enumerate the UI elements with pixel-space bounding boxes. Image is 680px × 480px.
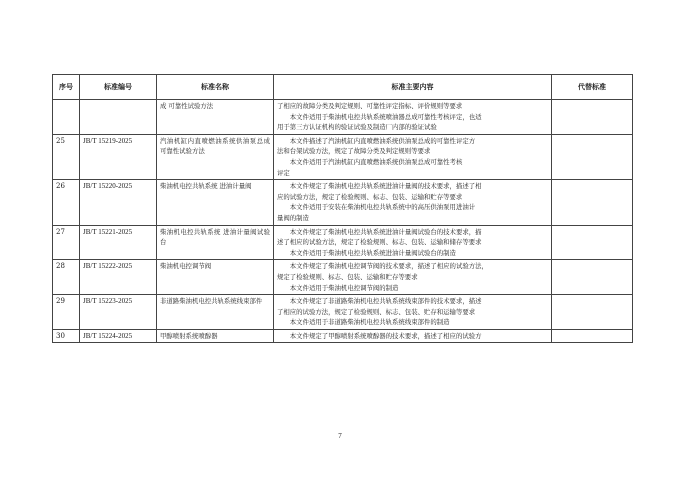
table-row <box>53 100 633 135</box>
replaced-standard <box>552 295 633 330</box>
content-line: 本文件适用于柴油机电控共轨系统喷油器总成可靠性考核评定，也适 <box>289 112 482 121</box>
standard-name: 柴油机电控共轨系统 进油计量阀试验台 <box>157 225 274 260</box>
content-line: 本文件规定了柴油机电控调节阀的技术要求，描述了相应的试验方法， <box>289 262 488 271</box>
standard-code: JB/T 15222-2025 <box>80 260 157 295</box>
standard-name: 柴油机电控调节阀 <box>157 260 274 295</box>
content-line: 本文件适用于汽油机缸内直喷燃油系统供油泵总成可靠性考核 <box>289 157 463 166</box>
content-line: 本文件规定了柴油机电控共轨系统进油计量阀的技术要求，描述了相 <box>289 182 482 191</box>
standard-code: JB/T 15224-2025 <box>80 329 157 343</box>
header-no: 序号 <box>53 75 80 100</box>
row-number: 25 <box>53 134 80 179</box>
table-row <box>53 295 633 330</box>
table-row <box>53 329 633 343</box>
standard-name: 成 可靠性试验方法 <box>157 100 274 135</box>
content-line: 本文件适用于柴油机电控共轨系统进油计量阀试验台的制造 <box>289 248 456 257</box>
header-code: 标准编号 <box>80 75 157 100</box>
content-line: 应的试验方法，规定了检验规则、标志、包装、运输和贮存等要求 <box>277 192 463 201</box>
content-line: 评定 <box>277 168 290 177</box>
standard-name: 柴油机电控共轨系统 进油计量阀 <box>157 180 274 225</box>
standard-code: JB/T 15223-2025 <box>80 295 157 330</box>
standard-content <box>274 225 552 260</box>
standard-name: 非道路柴油机电控共轨系统线束部件 <box>157 295 274 330</box>
content-line: 述了相应的试验方法，规定了检验规则、标志、包装、运输和储存等要求 <box>277 238 482 247</box>
replaced-standard <box>552 260 633 295</box>
table-row <box>53 260 633 295</box>
header-replace: 代替标准 <box>552 75 633 100</box>
standard-content <box>274 329 552 343</box>
row-number: 30 <box>53 329 80 343</box>
standard-code: JB/T 15220-2025 <box>80 180 157 225</box>
row-number <box>53 100 80 135</box>
row-number: 26 <box>53 180 80 225</box>
replaced-standard <box>552 100 633 135</box>
standards-table <box>52 74 633 343</box>
standard-content <box>274 100 552 135</box>
table-row <box>53 180 633 225</box>
replaced-standard <box>552 329 633 343</box>
content-line: 法和台架试验方法，规定了故障分类及判定规则等要求 <box>277 147 431 156</box>
row-number: 29 <box>53 295 80 330</box>
page-number: 7 <box>338 432 342 440</box>
table-row <box>53 134 633 179</box>
standard-code <box>80 100 157 135</box>
content-line: 本文件适用于非道路柴油机电控共轨系统线束部件的制造 <box>289 318 450 327</box>
content-line: 用于第三方认证机构的验证试验及制造厂内部的验证试验 <box>277 123 437 132</box>
replaced-standard <box>552 180 633 225</box>
replaced-standard <box>552 225 633 260</box>
replaced-standard <box>552 134 633 179</box>
content-line: 规定了检验规则、标志、包装、运输和贮存等要求 <box>277 272 418 281</box>
row-number: 28 <box>53 260 80 295</box>
standard-code: JB/T 15221-2025 <box>80 225 157 260</box>
content-line: 本文件描述了汽油机缸内直喷燃油系统供油泵总成的可靠性评定方 <box>289 136 476 145</box>
header-content: 标准主要内容 <box>274 75 552 100</box>
standard-content <box>274 295 552 330</box>
standard-content <box>274 134 552 179</box>
header-name: 标准名称 <box>157 75 274 100</box>
standard-content <box>274 180 552 225</box>
standard-name: 甲醇喷射系统喷醇器 <box>157 329 274 343</box>
standard-content <box>274 260 552 295</box>
content-line: 本文件适用于柴油机电控调节阀的制造 <box>289 283 399 292</box>
row-number: 27 <box>53 225 80 260</box>
content-line: 本文件规定了非道路柴油机电控共轨系统线束部件的技术要求，描述 <box>289 297 482 306</box>
content-line: 本文件规定了甲醇喷射系统喷醇器的技术要求，描述了相应的试验方 <box>289 331 482 340</box>
content-line: 量阀的制造 <box>277 213 309 222</box>
standard-name: 汽油机缸内直喷燃油系统供油泵总成 可靠性试验方法 <box>157 134 274 179</box>
table-header-row <box>53 75 633 100</box>
content-line: 了相应的试验方法，规定了检验规则、标志、包装、贮存和运输等要求 <box>277 307 476 316</box>
content-line: 了相应的故障分类及判定规则、可靠性评定指标、评价规则等要求 <box>277 102 463 110</box>
table-row <box>53 225 633 260</box>
standard-code: JB/T 15219-2025 <box>80 134 157 179</box>
content-line: 本文件适用于安装在柴油机电控共轨系统中的高压供油泵用进油计 <box>289 203 476 212</box>
content-line: 本文件规定了柴油机电控共轨系统进油计量阀试验台的技术要求，描 <box>289 227 482 236</box>
